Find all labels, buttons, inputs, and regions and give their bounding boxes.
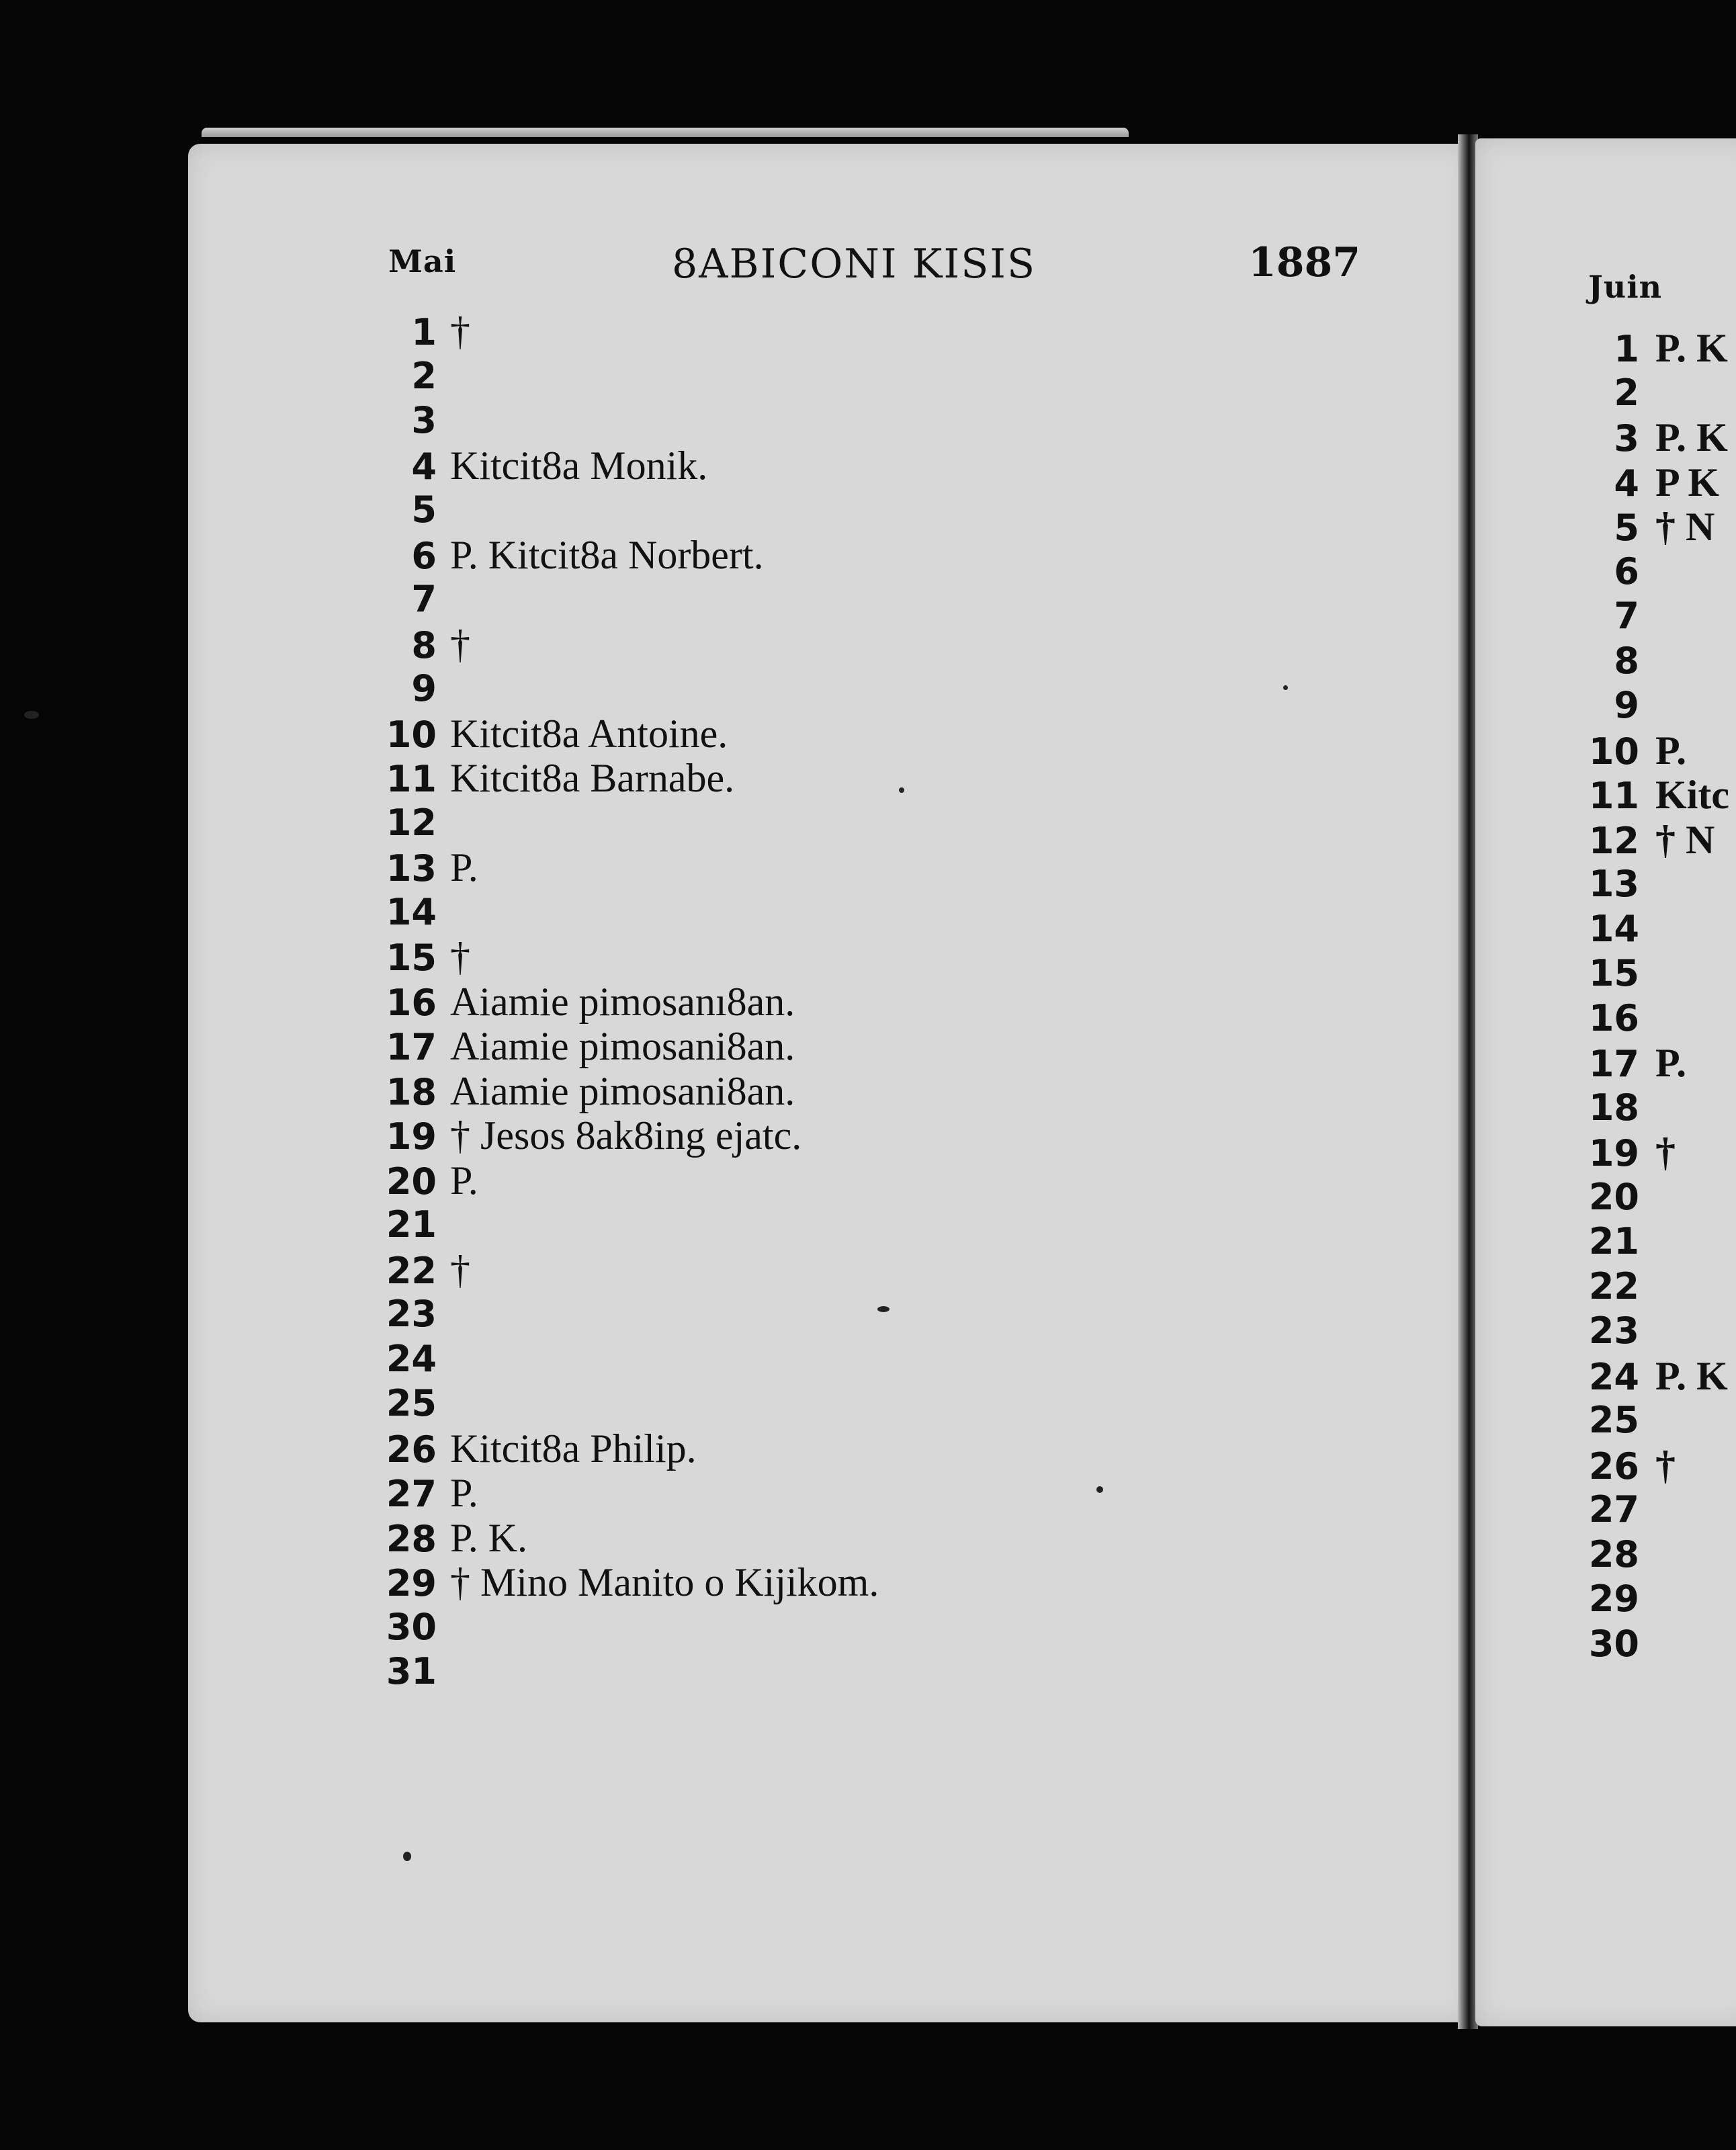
day-number: 3	[411, 399, 437, 441]
day-number: 3	[1614, 417, 1639, 460]
left_page-day-row	[386, 1560, 879, 1605]
right_page-day-row	[1588, 1398, 1729, 1443]
day-entry: †	[450, 621, 470, 666]
day-number: 7	[411, 578, 437, 620]
day-entry: P. K.	[450, 1515, 528, 1560]
day-number: 10	[386, 713, 437, 756]
mai-day-list	[386, 309, 879, 1694]
right_page-day-row	[1588, 951, 1729, 996]
left_page-day-row	[386, 309, 879, 354]
left_page-day-row	[386, 577, 879, 622]
left_page-day-row	[386, 845, 879, 890]
left_page-day-row	[386, 1158, 879, 1203]
day-entry: P.	[450, 1471, 478, 1515]
left_page-day-row	[386, 1113, 879, 1158]
day-number: 2	[411, 354, 437, 397]
right_page-day-row	[1588, 728, 1729, 773]
day-entry: P.	[1655, 1041, 1687, 1085]
day-number: 11	[386, 758, 437, 800]
left-month-heading: Mai	[388, 243, 457, 280]
day-number: 21	[1588, 1220, 1639, 1262]
day-number: 12	[386, 801, 437, 844]
day-number: 16	[1588, 996, 1639, 1039]
day-number: 16	[386, 981, 437, 1024]
day-number: 30	[1588, 1622, 1639, 1665]
right_page-day-row	[1588, 594, 1729, 639]
day-number: 9	[1614, 684, 1639, 726]
right_page-day-row	[1588, 1533, 1729, 1578]
day-entry: † N	[1655, 505, 1715, 549]
day-entry: Kitcit8a Philip.	[450, 1426, 697, 1471]
right_page-day-row	[1588, 505, 1729, 550]
day-number: 25	[386, 1382, 437, 1424]
right_page-day-row	[1588, 639, 1729, 684]
left_page-day-row	[386, 1426, 879, 1471]
day-number: 24	[1588, 1355, 1639, 1398]
left_page-day-row	[386, 935, 879, 980]
left_page-day-row	[386, 1024, 879, 1069]
right_page-day-row	[1588, 371, 1729, 416]
left_page-day-row	[386, 1069, 879, 1114]
day-entry: P. K	[1655, 326, 1728, 370]
right_page-day-row	[1588, 907, 1729, 952]
day-number: 28	[386, 1517, 437, 1560]
right_page-day-row	[1588, 1577, 1729, 1622]
day-number: 26	[386, 1428, 437, 1471]
left_page-day-row	[386, 756, 879, 801]
page-top-edge	[202, 128, 1129, 137]
left_page-day-row	[386, 1203, 879, 1248]
day-number: 8	[1614, 639, 1639, 682]
day-number: 6	[1614, 550, 1639, 593]
day-entry: † Jesos 8ak8ing ejatc.	[450, 1113, 802, 1158]
day-number: 28	[1588, 1533, 1639, 1576]
left_page-day-row	[386, 1381, 879, 1426]
day-number: 14	[1588, 907, 1639, 950]
day-entry: †	[1655, 1130, 1676, 1174]
day-number: 17	[1588, 1043, 1639, 1085]
left_page-day-row	[386, 1649, 879, 1694]
day-number: 12	[1588, 819, 1639, 862]
right_page-day-row	[1588, 1041, 1729, 1086]
day-number: 19	[386, 1115, 437, 1158]
day-entry: P. K	[1655, 1353, 1728, 1398]
day-number: 22	[1588, 1264, 1639, 1307]
day-entry: P K	[1655, 460, 1720, 505]
right_page-day-row	[1588, 1175, 1729, 1220]
day-number: 5	[1614, 507, 1639, 549]
day-entry: †	[450, 935, 470, 979]
right_page-day-row	[1588, 862, 1729, 907]
left_page-day-row	[386, 1248, 879, 1293]
day-number: 14	[386, 890, 437, 933]
right_page-day-row	[1588, 326, 1729, 371]
calendar-title: 8ABICONI KISIS	[672, 241, 1037, 288]
left_page-day-row	[386, 801, 879, 846]
day-entry: † N	[1655, 817, 1715, 862]
left_page-day-row	[386, 1471, 879, 1516]
day-number: 22	[386, 1249, 437, 1292]
right_page-day-row	[1588, 415, 1729, 460]
day-number: 1	[1614, 328, 1639, 370]
left_page-day-row	[386, 1292, 879, 1337]
day-entry: P.	[1655, 728, 1687, 773]
right_page-day-row	[1588, 550, 1729, 595]
day-entry: P.	[450, 845, 478, 890]
right_page-day-row	[1588, 996, 1729, 1041]
day-number: 2	[1614, 371, 1639, 414]
left_page-day-row	[386, 443, 879, 488]
dust-speck	[403, 1852, 411, 1861]
day-entry: Kitc	[1655, 773, 1729, 817]
day-entry: †	[450, 1247, 470, 1292]
day-number: 25	[1588, 1399, 1639, 1441]
right_page-day-row	[1588, 1354, 1729, 1399]
day-entry: Kitcit8a Monik.	[450, 443, 708, 488]
day-entry: †	[1655, 1443, 1676, 1488]
right_page-day-row	[1588, 1309, 1729, 1354]
right_page-day-row	[1588, 818, 1729, 863]
day-number: 31	[386, 1650, 437, 1692]
right_page-day-row	[1588, 683, 1729, 728]
day-entry: †	[450, 309, 470, 353]
day-number: 30	[386, 1605, 437, 1648]
day-number: 13	[1588, 863, 1639, 905]
right_page-day-row	[1588, 460, 1729, 505]
day-number: 15	[1588, 952, 1639, 994]
day-number: 17	[386, 1026, 437, 1068]
dust-speck	[899, 787, 904, 793]
left_page-day-row	[386, 398, 879, 443]
day-number: 20	[386, 1160, 437, 1203]
left_page-day-row	[386, 1337, 879, 1382]
day-number: 6	[411, 534, 437, 577]
day-number: 27	[386, 1473, 437, 1515]
day-entry: Aiamie pimosani8an.	[450, 1068, 795, 1113]
day-number: 21	[386, 1203, 437, 1246]
day-entry: P.	[450, 1158, 478, 1203]
left_page-day-row	[386, 622, 879, 667]
day-number: 11	[1588, 775, 1639, 817]
day-entry: P. K	[1655, 415, 1728, 460]
day-number: 20	[1588, 1175, 1639, 1218]
left_page-day-row	[386, 488, 879, 533]
day-number: 18	[1588, 1086, 1639, 1129]
left_page-day-row	[386, 533, 879, 578]
right_page-day-row	[1588, 1488, 1729, 1533]
right_page-day-row	[1588, 1130, 1729, 1175]
right_page-day-row	[1588, 1264, 1729, 1309]
calendar-year: 1887	[1248, 239, 1360, 286]
right_page-day-row	[1588, 1443, 1729, 1488]
day-number: 23	[386, 1293, 437, 1335]
left_page-day-row	[386, 354, 879, 399]
right_page-day-row	[1588, 1086, 1729, 1131]
day-number: 1	[411, 311, 437, 353]
left_page-day-row	[386, 1516, 879, 1561]
left_page-day-row	[386, 890, 879, 935]
left_page-day-row	[386, 1605, 879, 1650]
day-number: 4	[1614, 462, 1639, 505]
day-entry: † Mino Manito o Kijikom.	[450, 1560, 879, 1604]
day-entry: P. Kitcit8a Norbert.	[450, 532, 764, 577]
day-entry: Aiamie pimosanı8an.	[450, 979, 795, 1024]
day-number: 5	[411, 488, 437, 531]
left_page-day-row	[386, 666, 879, 712]
right_page-day-row	[1588, 1622, 1729, 1667]
day-number: 9	[411, 667, 437, 710]
day-entry: Kitcit8a Antoine.	[450, 711, 728, 756]
day-number: 13	[386, 847, 437, 890]
dust-speck	[877, 1306, 889, 1312]
day-entry: Aiamie pimosani8an.	[450, 1024, 795, 1068]
right-month-heading: Juin	[1588, 269, 1663, 305]
day-number: 18	[386, 1070, 437, 1113]
day-number: 15	[386, 937, 437, 979]
right_page-day-row	[1588, 773, 1729, 818]
day-number: 27	[1588, 1488, 1639, 1531]
dust-speck	[24, 711, 39, 719]
day-number: 23	[1588, 1309, 1639, 1352]
day-number: 29	[1588, 1578, 1639, 1620]
day-number: 29	[386, 1562, 437, 1604]
dust-speck	[1283, 685, 1288, 690]
left_page-day-row	[386, 980, 879, 1025]
dust-speck	[1096, 1486, 1103, 1493]
day-entry: Kitcit8a Barnabe.	[450, 756, 735, 800]
day-number: 24	[386, 1337, 437, 1380]
day-number: 7	[1614, 595, 1639, 637]
day-number: 10	[1588, 730, 1639, 773]
right_page-day-row	[1588, 1219, 1729, 1264]
day-number: 19	[1588, 1132, 1639, 1174]
juin-day-list	[1588, 326, 1729, 1666]
day-number: 26	[1588, 1445, 1639, 1488]
day-number: 4	[411, 445, 437, 488]
left_page-day-row	[386, 712, 879, 757]
day-number: 8	[411, 624, 437, 666]
